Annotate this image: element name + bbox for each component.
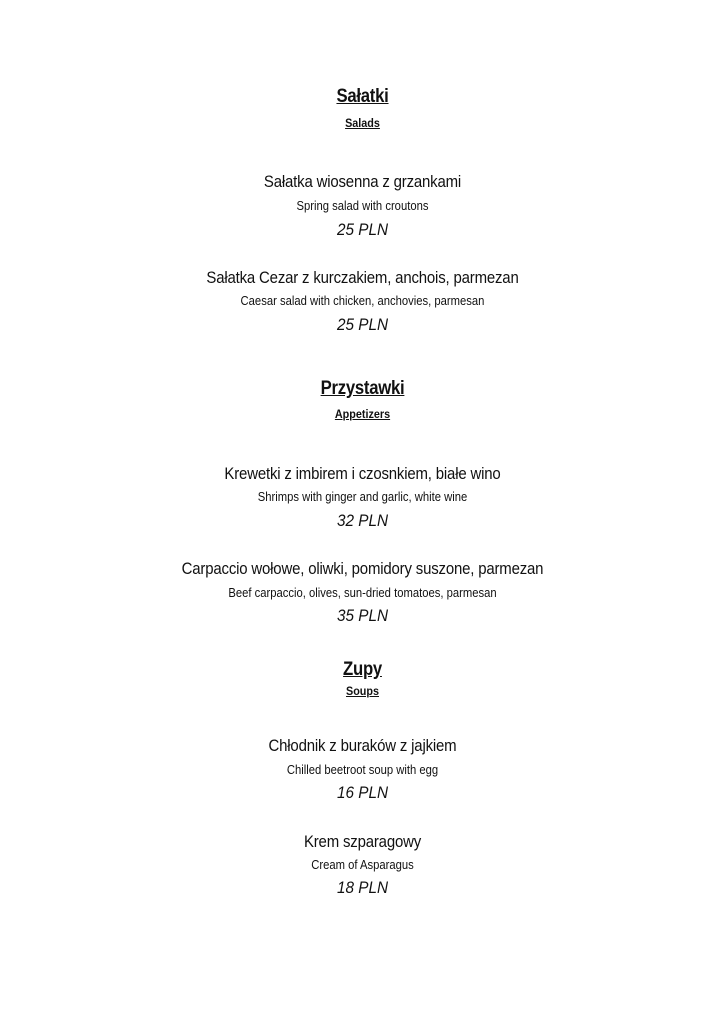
menu-item-name: Chłodnik z buraków z jajkiem xyxy=(268,736,457,755)
section-subtitle-appetizers: Appetizers xyxy=(334,407,391,421)
section-title-appetizers: Przystawki xyxy=(320,378,405,399)
section-subtitle-soups: Soups xyxy=(345,684,379,698)
menu-item-description: Beef carpaccio, olives, sun-dried tomatoes, parmesan xyxy=(228,586,497,600)
menu-item-name: Sałatka Cezar z kurczakiem, anchois, parmezan xyxy=(206,268,519,287)
menu-item-price: 16 PLN xyxy=(336,783,389,802)
menu-item-name: Krewetki z imbirem i czosnkiem, białe wino xyxy=(224,464,501,483)
menu-item-price: 25 PLN xyxy=(336,315,389,334)
menu-item-name: Sałatka wiosenna z grzankami xyxy=(263,172,462,191)
menu-item-description: Shrimps with ginger and garlic, white wine xyxy=(257,490,468,504)
menu-item-price: 18 PLN xyxy=(336,878,389,897)
menu-item-description: Spring salad with croutons xyxy=(296,199,429,213)
menu-item-price: 25 PLN xyxy=(336,220,389,239)
menu-item-description: Caesar salad with chicken, anchovies, parmesan xyxy=(240,294,485,308)
section-title-salads: Sałatki xyxy=(336,86,389,107)
section-title-soups: Zupy xyxy=(343,659,382,680)
menu-item-name: Carpaccio wołowe, oliwki, pomidory suszone, parmezan xyxy=(181,559,544,578)
menu-item-description: Cream of Asparagus xyxy=(311,858,414,872)
menu-item-price: 32 PLN xyxy=(336,511,389,530)
menu-item-price: 35 PLN xyxy=(336,606,389,625)
menu-item-name: Krem szparagowy xyxy=(303,832,422,851)
menu-item-description: Chilled beetroot soup with egg xyxy=(286,763,439,777)
section-subtitle-salads: Salads xyxy=(345,116,380,130)
